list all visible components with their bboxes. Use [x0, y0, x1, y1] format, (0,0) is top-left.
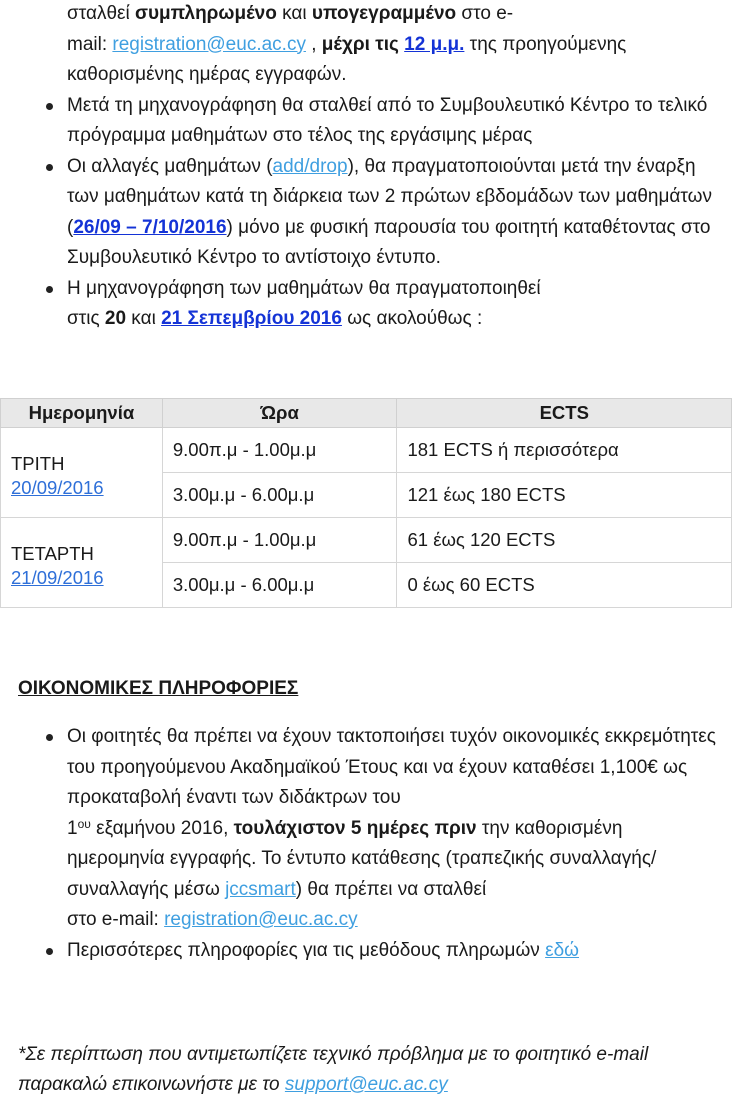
table-row: [1, 518, 732, 563]
jccsmart-link[interactable]: jccsmart: [225, 878, 296, 900]
ects-cell: 181 ECTS ή περισσότερα: [397, 428, 732, 473]
time-cell: 3.00μ.μ - 6.00μ.μ: [162, 563, 397, 608]
technical-support-footnote: *Σε περίπτωση που αντιμετωπίζετε τεχνικό πρόβλημα με το φοιτητικό e-mail παρακαλώ επικοινωνήστε με το support@euc.ac.cy: [18, 1044, 649, 1095]
table-row: [1, 428, 732, 473]
registration-email-link[interactable]: registration@euc.ac.cy: [164, 909, 358, 930]
ects-cell: 61 έως 120 ECTS: [397, 518, 732, 563]
list-item-payment-methods: Περισσότερες πληροφορίες για τις μεθόδους πληρωμών εδώ: [0, 936, 750, 967]
bold-text: υπογεγραμμένο: [311, 3, 457, 24]
column-header-time: Ώρα: [162, 399, 397, 428]
list-item-schedule-notice: Μετά τη μηχανογράφηση θα σταλθεί από το Συμβουλευτικό Κέντρο το τελικό πρόγραμμα μαθημάτων στο τέλος της εργάσιμης μέρας: [0, 91, 750, 152]
list-item-submission: σταλθεί συμπληρωμένο και υπογεγραμμένο στο e- mail: registration@euc.ac.cy , μέχρι τις 12 μ.μ. της προηγούμενης καθορισμένης ημέρας εγγραφών.: [67, 3, 627, 85]
ects-cell: 121 έως 180 ECTS: [397, 473, 732, 518]
table-header-row: [1, 399, 732, 428]
column-header-date: Ημερομηνία: [1, 399, 163, 428]
deadline-time-link[interactable]: 12 μ.μ.: [404, 33, 465, 55]
bold-text: συμπληρωμένο: [134, 3, 277, 24]
registration-instructions-list: [0, 0, 750, 335]
column-header-ects: ECTS: [397, 399, 732, 428]
list-item-registration-dates: Η μηχανογράφηση των μαθημάτων θα πραγματοποιηθεί στις 20 και 21 Σεπεμβρίου 2016 ως ακολούθως :: [0, 274, 750, 335]
financial-info-heading: ΟΙΚΟΝΟΜΙΚΕΣ ΠΛΗΡΟΦΟΡΙΕΣ: [18, 678, 299, 699]
list-item-deposit: Οι φοιτητές θα πρέπει να έχουν τακτοποιήσει τυχόν οικονομικές εκκρεμότητες του προηγούμενου Ακαδημαϊκού Έτους και να έχουν καταθέσει 1,100€ ως προκαταβολή έναντι των διδάκτρων του $1^{o\upsilon}$ εξαμήνου 2016, τουλάχιστον 5 ημέρες πριν την καθορισμένη ημερομηνία εγγραφής. Το έντυπο κατάθεσης (τραπεζικής συναλλαγής/ συναλλαγής μέσω jccsmart) θα πρέπει να σταλθεί στο e-mail: registration@euc.ac.cy: [0, 722, 750, 936]
day-date-link[interactable]: 21/09/2016: [11, 566, 104, 588]
day-name: ΤΕΤΑΡΤΗ: [11, 542, 94, 564]
registration-email-link[interactable]: registration@euc.ac.cy: [112, 33, 306, 55]
day-name: ΤΡΙΤΗ: [11, 452, 65, 474]
add-drop-link[interactable]: add/drop: [272, 155, 348, 177]
time-cell: 3.00μ.μ - 6.00μ.μ: [162, 473, 397, 518]
day-date-link[interactable]: 20/09/2016: [11, 476, 104, 498]
add-drop-dates-link[interactable]: 26/09 – 7/10/2016: [73, 216, 227, 238]
list-item-add-drop: Οι αλλαγές μαθημάτων (add/drop), θα πραγματοποιούνται μετά την έναρξη των μαθημάτων κατά τη διάρκεια των 2 πρώτων εβδομάδων των μαθημάτων (26/09 – 7/10/2016) μόνο με φυσική παρουσία του φοιτητή καταθέτοντας στο Συμβουλευτικό Κέντρο το αντίστοιχο έντυπο.: [0, 152, 750, 274]
day-cell: [1, 428, 163, 518]
september-date-link[interactable]: 21 Σεπεμβρίου 2016: [161, 308, 342, 329]
payment-methods-link[interactable]: εδώ: [545, 939, 579, 961]
ects-cell: 0 έως 60 ECTS: [397, 563, 732, 608]
financial-info-list: [0, 722, 750, 966]
registration-schedule-table: [0, 398, 732, 608]
time-cell: 9.00π.μ - 1.00μ.μ: [162, 518, 397, 563]
support-email-link[interactable]: support@euc.ac.cy: [284, 1074, 448, 1095]
time-cell: 9.00π.μ - 1.00μ.μ: [162, 428, 397, 473]
day-cell: [1, 518, 163, 608]
